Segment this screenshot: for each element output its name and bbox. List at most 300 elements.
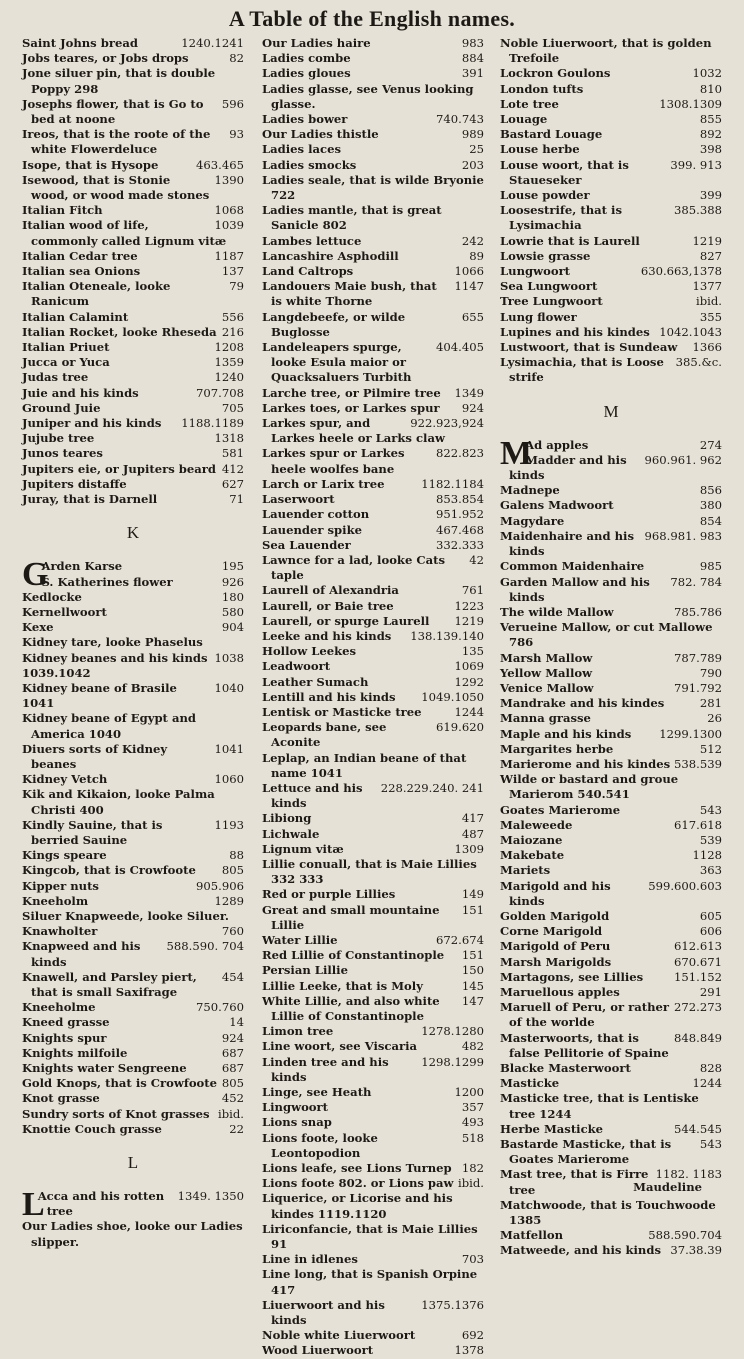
index-entry <box>22 635 244 650</box>
page-ref: 1060 <box>214 772 244 787</box>
page-ref: 707.708 <box>196 385 244 400</box>
index-entry <box>262 249 484 264</box>
page-title: A Table of the English names. <box>228 6 516 31</box>
entry-text: Margarites herbe <box>500 741 614 756</box>
entry-text: Matfellon <box>500 1228 564 1243</box>
page-ref: 848.849 <box>674 1030 722 1045</box>
section-letter: M <box>603 401 619 421</box>
entry-text: Laurell, or Baie tree <box>262 598 394 613</box>
index-entry <box>262 1115 484 1130</box>
entry-text: Yellow Mallow <box>500 665 593 680</box>
page-ref: 983 <box>461 36 484 50</box>
entry-text: Ladies combe <box>262 51 351 66</box>
section-letter: L <box>127 1153 139 1173</box>
index-entry <box>262 386 484 401</box>
page-ref: 805 <box>221 863 244 878</box>
entry-text: Lillie Leeke, that is Moly <box>262 978 423 993</box>
index-entry <box>500 848 722 863</box>
page-ref: 1349. 1350 <box>177 1189 244 1204</box>
entry-text: Italian wood of life, commonly called Lignum vitæ <box>22 218 227 248</box>
page-ref: 412 <box>221 461 244 476</box>
index-entry <box>262 1085 484 1100</box>
page-ref: 580 <box>221 604 244 619</box>
page-ref: 150 <box>461 963 484 978</box>
entry-text: Kidney beanes and his kinds <box>22 650 208 665</box>
index-entry <box>500 955 722 970</box>
index-entry <box>22 492 244 507</box>
page-ref: 1032 <box>692 66 722 81</box>
index-entry <box>262 127 484 142</box>
entry-text: Lillie conuall, that is Maie Lillies 332 333 <box>262 856 477 887</box>
entry-text: Louse herbe <box>500 142 580 157</box>
index-entry <box>22 370 244 385</box>
index-entry <box>500 833 722 848</box>
page-ref: 761 <box>461 583 484 598</box>
entry-text: Marigold of Peru <box>500 939 611 954</box>
index-entry <box>500 234 722 249</box>
page-ref: 482 <box>461 1039 484 1054</box>
entry-text: Masterwoorts, that is false Pellitorie of Spaine <box>500 1030 669 1060</box>
page-ref: 281 <box>699 696 722 711</box>
index-entry <box>22 127 244 157</box>
page-ref: 612.613 <box>674 939 722 954</box>
entry-text: Marierome and his kindes <box>500 756 671 771</box>
entry-text: Knawell, and Parsley piert, that is small Saxifrage <box>22 969 197 999</box>
page-ref: 822.823 <box>436 446 484 461</box>
index-entry <box>500 863 722 878</box>
index-entry <box>262 1298 484 1328</box>
index-entry <box>500 142 722 157</box>
index-entry <box>22 1046 244 1061</box>
drop-cap: M <box>500 434 533 472</box>
page-ref: 1366 <box>692 340 722 355</box>
entry-text: Liquerice, or Licorise and his kindes 1119.1120 <box>262 1191 453 1221</box>
entry-text: Jujube tree <box>22 431 95 446</box>
entry-text: Lote tree <box>500 96 559 111</box>
entry-text: Ad apples <box>525 437 589 452</box>
index-entry <box>500 453 722 483</box>
page-ref: 617.618 <box>674 817 722 832</box>
index-entry <box>500 82 722 97</box>
entry-text: Italian Fitch <box>22 203 103 218</box>
page-ref: 14 <box>229 1015 244 1030</box>
page-ref: 89 <box>469 248 484 263</box>
page-ref: 242 <box>461 233 484 248</box>
entry-text: Laserwoort <box>262 492 335 507</box>
page-ref: 272.273 <box>674 1000 722 1015</box>
index-entry <box>262 948 484 963</box>
index-entry <box>500 355 722 385</box>
page-ref: 619.620 <box>436 720 484 735</box>
page-ref: 1309 <box>454 841 484 856</box>
entry-text: Manna grasse <box>500 711 591 726</box>
entry-text: Sundry sorts of Knot grasses <box>22 1106 210 1121</box>
index-entry <box>500 985 722 1000</box>
page-ref: 518 <box>461 1130 484 1145</box>
index-entry <box>22 1091 244 1106</box>
index-entry <box>22 1186 244 1224</box>
page-ref: 88 <box>229 848 244 863</box>
page-ref: 26 <box>707 711 722 726</box>
entry-text: Larkes toes, or Larkes spur <box>262 400 440 415</box>
index-entry <box>500 939 722 954</box>
index-entry <box>22 1219 244 1249</box>
page-ref: 22 <box>229 1121 244 1136</box>
entry-text: Juie and his kinds <box>22 385 139 400</box>
entry-text: Garden Mallow and his kinds <box>500 574 650 604</box>
entry-text: Our Ladies shoe, looke our Ladies slipper. <box>22 1219 243 1249</box>
page-ref: 398 <box>699 142 722 157</box>
index-entry <box>262 142 484 157</box>
entry-text: Juniper and his kinds <box>22 416 162 431</box>
index-entry <box>22 666 244 681</box>
page-ref: 543 <box>699 1137 722 1152</box>
entry-text: Lambes lettuce <box>262 233 362 248</box>
entry-text: Leadwoort <box>262 659 331 674</box>
index-entry <box>262 203 484 233</box>
entry-text: Landouers Maie bush, that is white Thorne <box>262 279 437 309</box>
page-ref: 228.229.240. 241 <box>380 780 484 795</box>
page-ref: 827 <box>699 248 722 263</box>
index-entry <box>22 446 244 461</box>
index-entry <box>262 599 484 614</box>
page-ref: 705 <box>221 400 244 415</box>
index-entry <box>262 1131 484 1161</box>
index-entry <box>22 575 244 590</box>
index-entry <box>22 279 244 309</box>
page-ref: 655 <box>461 309 484 324</box>
page-ref: 380 <box>699 498 722 513</box>
entry-text: Knot grasse <box>22 1091 100 1106</box>
entry-text: Magydare <box>500 513 565 528</box>
index-entry <box>500 514 722 529</box>
page-ref: 854 <box>699 513 722 528</box>
entry-text: Lions foote, looke Leontopodion <box>262 1130 378 1160</box>
index-entry <box>262 477 484 492</box>
entry-text: Line woort, see Viscaria <box>262 1039 418 1054</box>
entry-text: Herbe Masticke <box>500 1121 604 1136</box>
page-ref: 787.789 <box>674 650 722 665</box>
entry-text: Knights milfoile <box>22 1045 128 1060</box>
entry-text: Land Caltrops <box>262 264 354 279</box>
page-ref: 1066 <box>454 264 484 279</box>
index-entry <box>22 173 244 203</box>
entry-text: Italian Oteneale, looke Ranicum <box>22 279 171 309</box>
entry-text: Marsh Mallow <box>500 650 593 665</box>
entry-text: Hollow Leekes <box>262 644 357 659</box>
entry-text: Lentisk or Masticke tree <box>262 704 422 719</box>
page-ref: 1193 <box>214 817 244 832</box>
index-entry <box>262 842 484 857</box>
page-ref: 454 <box>221 969 244 984</box>
page-ref: 82 <box>229 51 244 66</box>
page-ref: 539 <box>699 832 722 847</box>
page-ref: 1298.1299 <box>421 1054 484 1069</box>
entry-text: Water Lillie <box>262 932 338 947</box>
entry-text: Matchwoode, that is Touchwoode 1385 <box>500 1197 716 1228</box>
index-entry <box>500 651 722 666</box>
page-ref: 810 <box>699 81 722 96</box>
page-ref: 853.854 <box>436 492 484 507</box>
index-entry <box>262 1176 484 1191</box>
page-ref: 692 <box>461 1328 484 1343</box>
entry-text: Landeleapers spurge, looke Esula maior or Quacksaluers Turbith <box>262 340 412 385</box>
entry-text: Line long, that is Spanish Orpine 417 <box>262 1267 478 1297</box>
entry-text: Jobs teares, or Jobs drops <box>22 51 189 66</box>
index-entry <box>500 158 722 188</box>
entry-text: Italian Calamint <box>22 309 129 324</box>
entry-text: Mandrake and his kindes <box>500 696 665 711</box>
entry-text: Matweede, and his kinds <box>500 1243 661 1258</box>
page-ref: 606 <box>699 924 722 939</box>
index-entry <box>22 651 244 666</box>
entry-text: Wilde or bastard and groue Marierom 540.541 <box>500 772 679 802</box>
index-entry <box>262 1191 484 1221</box>
entry-text: Larkes spur or Larkes heele woolfes bane <box>262 446 405 476</box>
page-ref: 357 <box>461 1100 484 1115</box>
entry-text: Kidney Vetch <box>22 772 108 787</box>
page-ref: 985 <box>699 559 722 574</box>
index-entry <box>262 1252 484 1267</box>
index-entry <box>262 887 484 902</box>
page-ref: 627 <box>221 476 244 491</box>
entry-text: Lentill and his kinds <box>262 689 396 704</box>
page-ref: 135 <box>461 644 484 659</box>
entry-text: Linden tree and his kinds <box>262 1054 389 1084</box>
page-ref: 71 <box>229 492 244 507</box>
index-entry <box>500 772 722 802</box>
entry-text: Our Ladies thistle <box>262 127 379 142</box>
entry-text: Knapweed and his kinds <box>22 939 141 969</box>
page-ref: 1042.1043 <box>659 324 722 339</box>
index-entry <box>262 675 484 690</box>
page-ref: 1349 <box>454 385 484 400</box>
entry-text: Ladies bower <box>262 112 348 127</box>
page-ref: 703 <box>461 1252 484 1267</box>
page-ref: 543 <box>699 802 722 817</box>
index-entry <box>500 188 722 203</box>
entry-text: Kik and Kikaion, looke Palma Christi 400 <box>22 787 215 817</box>
drop-cap: L <box>22 1186 45 1224</box>
index-entry <box>262 827 484 842</box>
page-ref: 556 <box>221 309 244 324</box>
entry-text: Jupiters eie, or Jupiters beard <box>22 461 216 476</box>
index-entry <box>262 994 484 1024</box>
entry-text: Lettuce and his kinds <box>262 780 363 811</box>
index-entry <box>22 462 244 477</box>
index-entry <box>500 620 722 650</box>
entry-text: Martagons, see Lillies <box>500 969 644 984</box>
index-entry <box>22 416 244 431</box>
entry-text: Ladies laces <box>262 142 341 157</box>
entry-text: Kedlocke <box>22 589 82 604</box>
page-ref: 216 <box>221 324 244 339</box>
page-ref: 926 <box>221 574 244 589</box>
page-ref: 750.760 <box>196 1000 244 1015</box>
index-entry <box>22 863 244 878</box>
index-entry <box>500 970 722 985</box>
index-entry <box>500 1198 722 1228</box>
entry-text: White Lillie, and also white Lillie of Constantinople <box>262 993 440 1023</box>
page-ref: 1069 <box>454 659 484 674</box>
page-ref: 1219 <box>454 613 484 628</box>
index-entry <box>22 909 244 924</box>
page-ref: 332.333 <box>436 537 484 552</box>
entry-text: Lancashire Asphodill <box>262 248 399 263</box>
entry-text: London tufts <box>500 81 584 96</box>
page-ref: 1244 <box>692 1076 722 1091</box>
section-letter: K <box>126 523 140 543</box>
index-entry <box>500 112 722 127</box>
entry-text: Madnepe <box>500 483 560 498</box>
page-ref: 740.743 <box>436 112 484 127</box>
page-ref: 1219 <box>692 233 722 248</box>
index-entry <box>500 666 722 681</box>
page-ref: 1244 <box>454 704 484 719</box>
page-ref: 782. 784 <box>670 574 722 589</box>
index-entry <box>22 325 244 340</box>
column-2 <box>262 36 484 1359</box>
entry-text: Lockron Goulons <box>500 66 611 81</box>
entry-text: Juray, that is Darnell <box>22 492 158 507</box>
column-3 <box>500 36 722 1259</box>
index-entry <box>500 483 722 498</box>
page-ref: ibid. <box>218 1106 244 1121</box>
index-entry <box>22 249 244 264</box>
index-entry <box>500 1228 722 1243</box>
index-entry <box>262 751 484 781</box>
entry-text: Lustwoort, that is Sundeaw <box>500 340 678 355</box>
entry-text: Noble white Liuerwoort <box>262 1328 416 1343</box>
page-ref: 149 <box>461 887 484 902</box>
index-entry <box>22 1107 244 1122</box>
index-entry <box>262 720 484 750</box>
index-entry <box>262 538 484 553</box>
page-ref: 147 <box>461 993 484 1008</box>
page-ref: 1378 <box>454 1343 484 1358</box>
entry-text: Ireos, that is the roote of the white Flowerdeluce <box>22 127 211 157</box>
page-ref: 467.468 <box>436 522 484 537</box>
entry-text: Ladies seale, that is wilde Bryonie 722 <box>262 172 484 203</box>
page-ref: 791.792 <box>674 680 722 695</box>
entry-text: Linge, see Heath <box>262 1085 372 1100</box>
index-entry <box>262 857 484 887</box>
index-entry <box>262 1343 484 1358</box>
page-ref: 687 <box>221 1045 244 1060</box>
index-entry <box>500 279 722 294</box>
entry-text: S. Katherines flower <box>41 574 173 589</box>
index-entry <box>500 742 722 757</box>
index-entry <box>262 310 484 340</box>
index-entry <box>262 1039 484 1054</box>
page-ref: 151 <box>461 948 484 963</box>
index-entry <box>500 1243 722 1258</box>
index-entry <box>262 690 484 705</box>
page-ref: 790 <box>699 665 722 680</box>
entry-text: Maruellous apples <box>500 984 620 999</box>
page-ref: 1359 <box>214 355 244 370</box>
entry-text: Maple and his kinds <box>500 726 632 741</box>
index-entry <box>262 416 484 446</box>
entry-text: Makebate <box>500 848 565 863</box>
entry-text: Leather Sumach <box>262 674 369 689</box>
index-entry <box>262 51 484 66</box>
entry-text: Liuerwoort and his kinds <box>262 1297 385 1328</box>
index-entry <box>22 681 244 696</box>
entry-text: Lauender cotton <box>262 507 370 522</box>
page-ref: 968.981. 983 <box>644 528 722 543</box>
index-entry <box>22 158 244 173</box>
page-ref: 363 <box>699 863 722 878</box>
index-entry <box>262 1267 484 1297</box>
page-ref: 452 <box>221 1091 244 1106</box>
entry-text: Liriconfancie, that is Maie Lillies 91 <box>262 1221 478 1252</box>
index-entry <box>22 97 244 127</box>
index-entry <box>262 659 484 674</box>
page-ref: 596 <box>221 96 244 111</box>
entry-text: Venice Mallow <box>500 680 594 695</box>
entry-text: Ladies glasse, see Venus looking glasse. <box>262 81 474 111</box>
page-ref: 605 <box>699 908 722 923</box>
index-entry <box>500 1091 722 1121</box>
column-1 <box>22 36 244 1250</box>
index-entry <box>22 355 244 370</box>
page-ref: 905.906 <box>196 878 244 893</box>
page-ref: 1390 <box>214 172 244 187</box>
page-ref: 856 <box>699 483 722 498</box>
index-entry <box>22 924 244 939</box>
index-entry <box>500 203 722 233</box>
page-ref: 599.600.603 <box>648 878 722 893</box>
entry-text: Madder and his kinds <box>509 452 627 483</box>
page-ref: 182 <box>461 1161 484 1176</box>
entry-text: Wood Liuerwoort <box>262 1343 374 1358</box>
page-ref: 687 <box>221 1061 244 1075</box>
page-ref: 404.405 <box>436 340 484 355</box>
entry-text: Arden Karse <box>41 559 123 574</box>
index-entry <box>500 803 722 818</box>
entry-text: Kidney tare, looke Phaselus <box>22 635 203 650</box>
entry-text: Isope, that is Hysope <box>22 157 159 172</box>
index-entry <box>22 939 244 969</box>
index-entry <box>22 203 244 218</box>
page-ref: 151 <box>461 902 484 917</box>
page-ref: 274 <box>699 437 722 452</box>
entry-text: Common Maidenhaire <box>500 559 645 574</box>
index-entry <box>262 979 484 994</box>
index-entry <box>262 1024 484 1039</box>
index-entry <box>22 401 244 416</box>
page-ref: 25 <box>469 142 484 157</box>
entry-text: Kindly Sauine, that is berried Sauine <box>22 817 163 847</box>
entry-text: Jucca or Yuca <box>22 355 110 370</box>
index-entry <box>500 681 722 696</box>
page-ref: 1375.1376 <box>421 1297 484 1312</box>
entry-text: Leopards bane, see Aconite <box>262 720 387 750</box>
index-entry <box>262 781 484 811</box>
entry-text: Mast tree, that is Firre tree <box>500 1167 649 1197</box>
index-entry <box>500 924 722 939</box>
index-entry <box>262 705 484 720</box>
page-ref: 385.388 <box>674 203 722 218</box>
index-entry <box>262 1222 484 1252</box>
page-ref: 670.671 <box>674 954 722 969</box>
page-ref: 1200 <box>454 1085 484 1100</box>
page-ref: 1041 <box>214 741 244 756</box>
entry-text: Noble Liuerwoort, that is golden Trefoile <box>500 36 712 66</box>
index-entry <box>22 1000 244 1015</box>
page-ref: 828 <box>699 1061 722 1075</box>
